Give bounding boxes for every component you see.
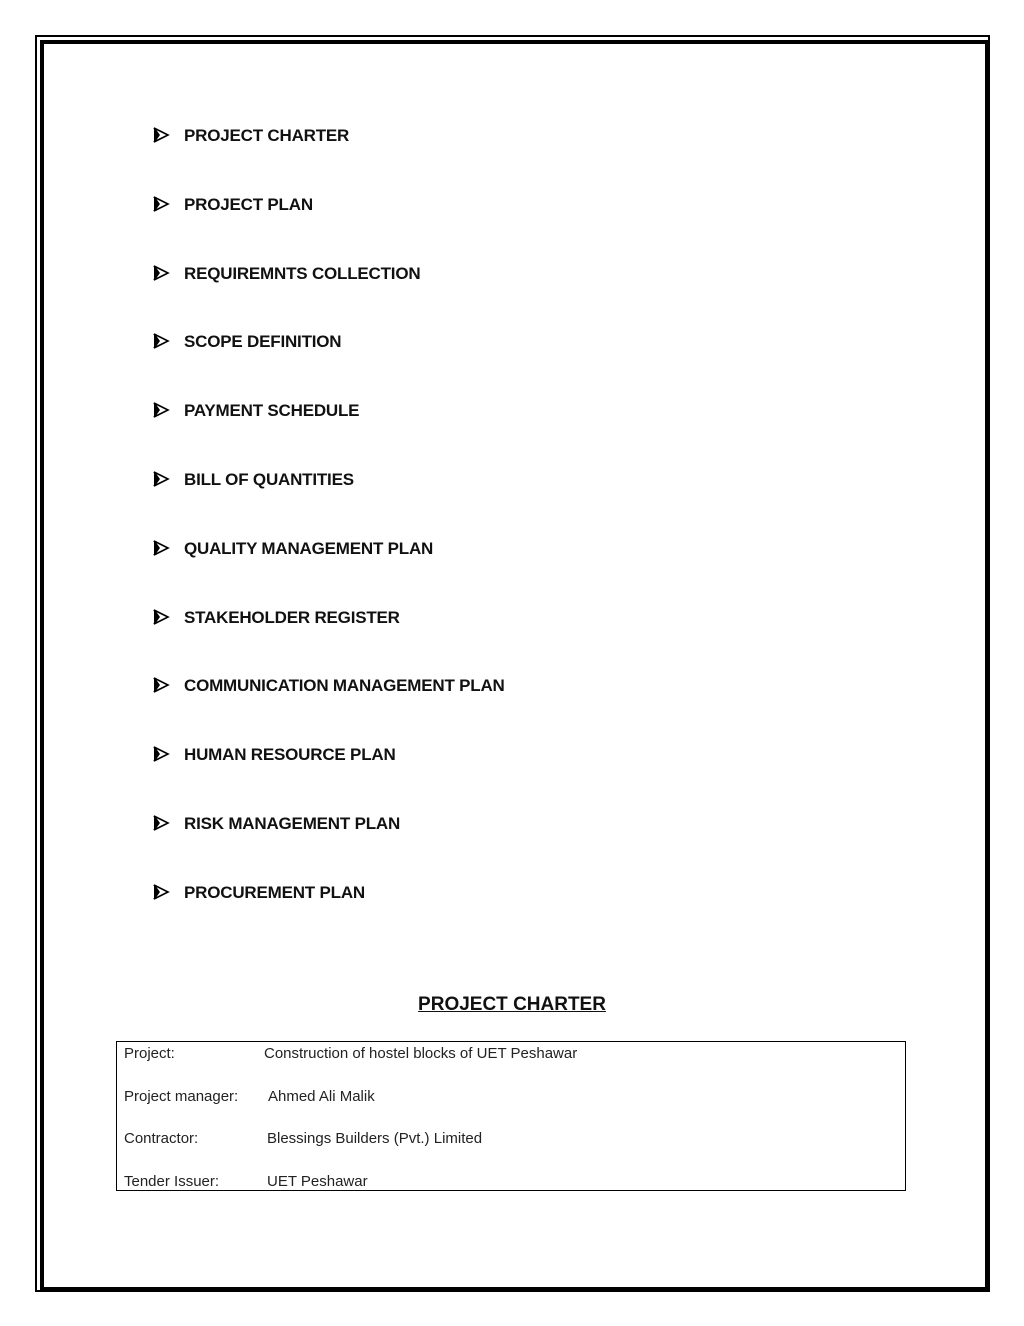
- list-item-label: COMMUNICATION MANAGEMENT PLAN: [184, 676, 505, 696]
- charter-label: Contractor:: [124, 1130, 199, 1147]
- list-item-label: PROJECT PLAN: [184, 194, 313, 214]
- arrowhead-bullet-icon: [152, 264, 170, 282]
- charter-table: [116, 1041, 906, 1191]
- arrowhead-bullet-icon: [152, 676, 170, 694]
- list-item-label: SCOPE DEFINITION: [184, 332, 342, 352]
- charter-value: UET Peshawar: [267, 1173, 368, 1190]
- charter-heading: PROJECT CHARTER: [418, 994, 606, 1015]
- charter-row-project: [124, 1043, 577, 1065]
- list-item: [152, 330, 505, 399]
- charter-row-contractor: [124, 1128, 482, 1150]
- charter-value: Blessings Builders (Pvt.) Limited: [267, 1130, 483, 1147]
- charter-label: Project:: [124, 1045, 175, 1062]
- list-item: [152, 812, 505, 881]
- list-item: [152, 537, 505, 606]
- arrowhead-bullet-icon: [152, 401, 170, 419]
- contents-list: [152, 124, 505, 950]
- list-item-label: PAYMENT SCHEDULE: [184, 401, 360, 421]
- list-item: [152, 743, 505, 812]
- list-item-label: HUMAN RESOURCE PLAN: [184, 745, 396, 765]
- arrowhead-bullet-icon: [152, 883, 170, 901]
- list-item-label: REQUIREMNTS COLLECTION: [184, 263, 421, 283]
- charter-row-tender-issuer: [124, 1171, 368, 1193]
- arrowhead-bullet-icon: [152, 470, 170, 488]
- charter-value: Ahmed Ali Malik: [268, 1088, 375, 1105]
- arrowhead-bullet-icon: [152, 195, 170, 213]
- arrowhead-bullet-icon: [152, 608, 170, 626]
- arrowhead-bullet-icon: [152, 814, 170, 832]
- list-item: [152, 193, 505, 262]
- charter-value: Construction of hostel blocks of UET Peshawar: [264, 1045, 578, 1062]
- list-item: [152, 262, 505, 331]
- list-item: [152, 881, 505, 950]
- arrowhead-bullet-icon: [152, 745, 170, 763]
- list-item-label: RISK MANAGEMENT PLAN: [184, 813, 401, 833]
- arrowhead-bullet-icon: [152, 332, 170, 350]
- list-item: [152, 124, 505, 193]
- list-item-label: PROCUREMENT PLAN: [184, 882, 365, 902]
- list-item: [152, 674, 505, 743]
- list-item: [152, 468, 505, 537]
- list-item: [152, 606, 505, 675]
- list-item: [152, 399, 505, 468]
- arrowhead-bullet-icon: [152, 539, 170, 557]
- charter-row-project-manager: [124, 1086, 375, 1108]
- list-item-label: BILL OF QUANTITIES: [184, 469, 354, 489]
- list-item-label: PROJECT CHARTER: [184, 126, 350, 145]
- list-item-label: STAKEHOLDER REGISTER: [184, 607, 400, 627]
- charter-label: Tender Issuer:: [124, 1173, 220, 1190]
- charter-label: Project manager:: [124, 1088, 239, 1105]
- list-item-label: QUALITY MANAGEMENT PLAN: [184, 538, 434, 558]
- arrowhead-bullet-icon: [152, 126, 170, 144]
